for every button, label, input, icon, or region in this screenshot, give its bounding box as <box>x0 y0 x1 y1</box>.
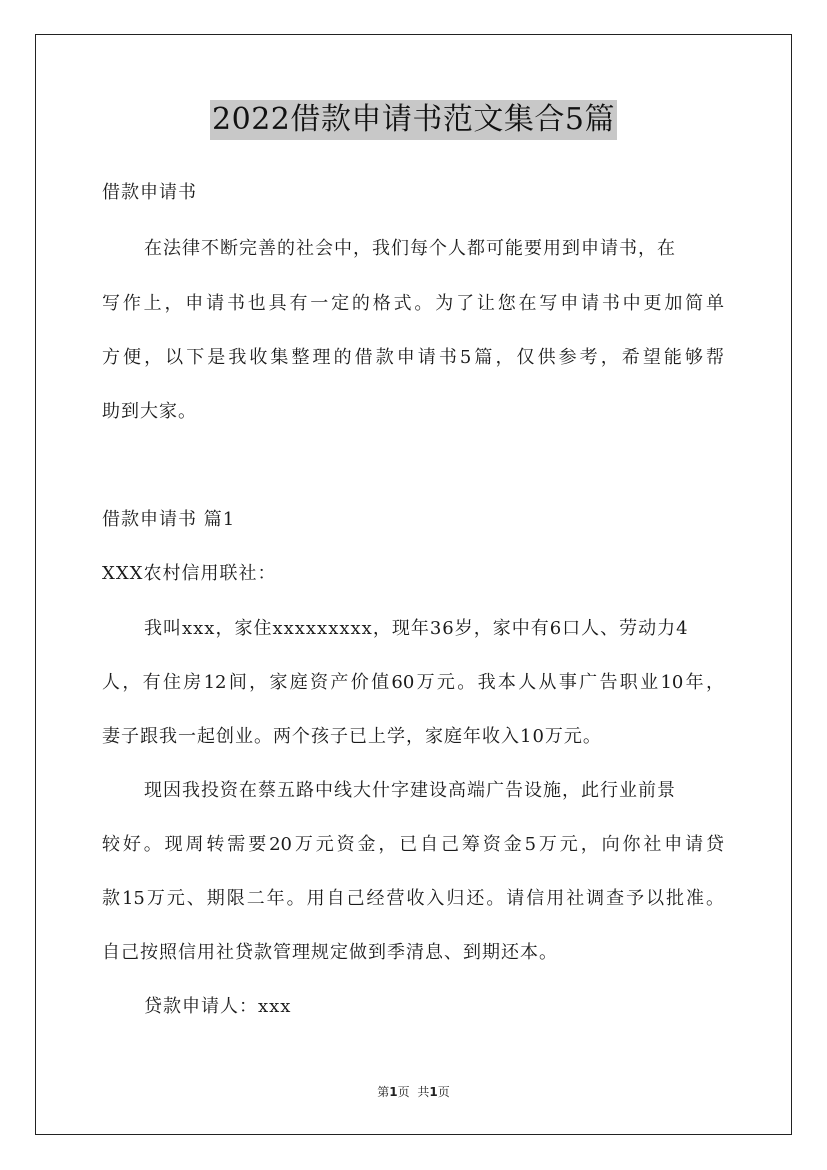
total-prefix: 共 <box>417 1085 430 1099</box>
paragraph-line: 我叫xxx，家住xxxxxxxxx，现年36岁，家中有6口人、劳动力4 <box>144 618 689 639</box>
title-container <box>0 100 827 140</box>
section-heading: 借款申请书 篇1 <box>102 509 236 530</box>
intro-line: 方便，以下是我收集整理的借款申请书5篇，仅供参考，希望能够帮 <box>102 347 724 368</box>
intro-line: 写作上，申请书也具有一定的格式。为了让您在写申请书中更加简单 <box>102 293 724 314</box>
addressee: XXX农村信用联社： <box>102 563 277 584</box>
paragraph-line: 现因我投资在蔡五路中线大什字建设高端广告设施，此行业前景 <box>144 780 676 801</box>
paragraph-line: 妻子跟我一起创业。两个孩子已上学，家庭年收入10万元。 <box>102 726 602 747</box>
document-heading: 借款申请书 <box>102 182 197 203</box>
intro-line: 助到大家。 <box>102 401 197 422</box>
page-suffix: 页 <box>397 1085 410 1099</box>
document-title: 2022借款申请书范文集合5篇 <box>210 100 617 140</box>
applicant-line: 贷款申请人：xxx <box>144 996 292 1017</box>
page-prefix: 第 <box>377 1085 390 1099</box>
paragraph-line: 自己按照信用社贷款管理规定做到季清息、到期还本。 <box>102 942 558 963</box>
paragraph-line: 人，有住房12间，家庭资产价值60万元。我本人从事广告职业10年， <box>102 672 724 693</box>
intro-line: 在法律不断完善的社会中，我们每个人都可能要用到申请书，在 <box>144 238 676 259</box>
paragraph-line: 款15万元、期限二年。用自己经营收入归还。请信用社调查予以批准。 <box>102 888 724 909</box>
total-suffix: 页 <box>437 1085 450 1099</box>
total-number: 1 <box>429 1085 438 1099</box>
paragraph-line: 较好。现周转需要20万元资金，已自己筹资金5万元，向你社申请贷 <box>102 834 724 855</box>
page-footer <box>0 1084 827 1100</box>
page-number: 1 <box>389 1085 398 1099</box>
